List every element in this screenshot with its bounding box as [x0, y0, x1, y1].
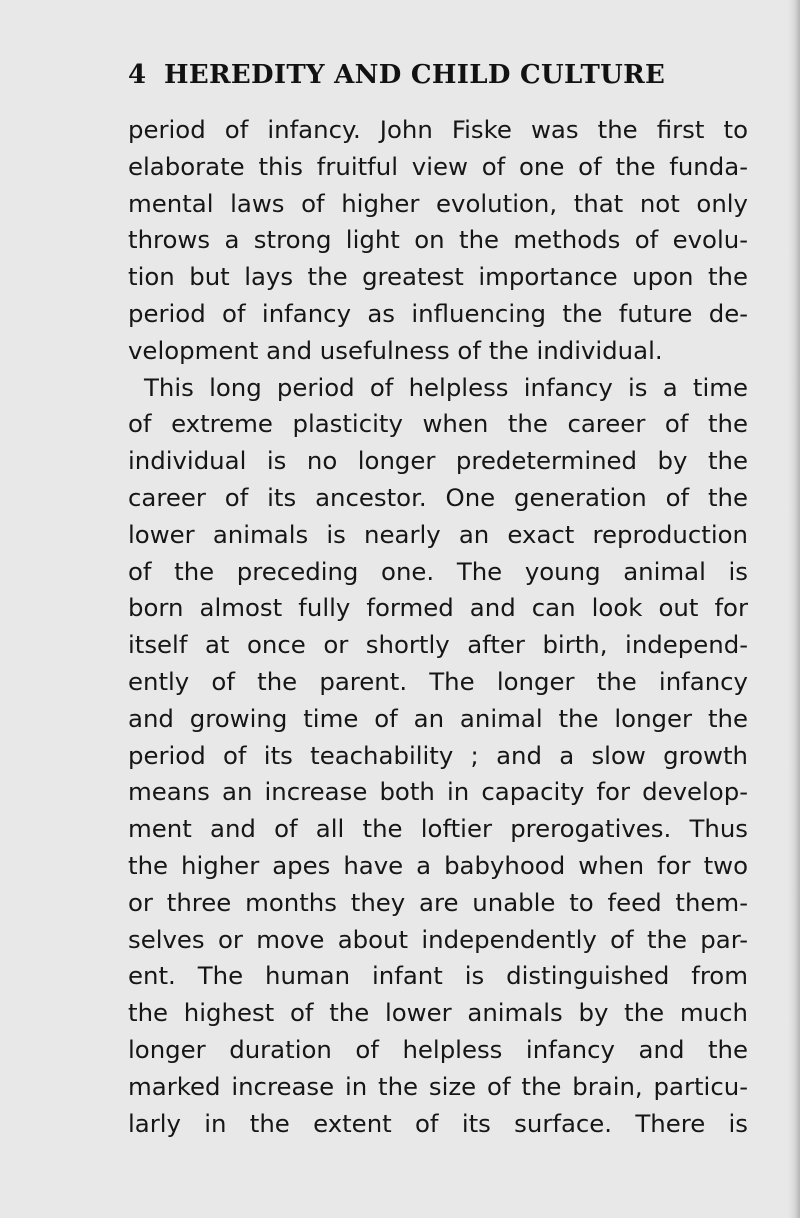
running-head: [128, 60, 748, 100]
text-line: means an increase both in capacity for develop-: [128, 777, 748, 807]
text-line: period of infancy. John Fiske was the first to: [128, 115, 748, 144]
text-line: individual is no longer predetermined by the: [128, 446, 748, 476]
text-line: ently of the parent. The longer the infancy: [128, 666, 748, 696]
text-line: ent. The human infant is distinguished from: [128, 961, 748, 991]
text-line: elaborate this fruitful view of one of the funda-: [128, 151, 748, 181]
text-line: larly in the extent of its surface. There is: [128, 1108, 748, 1138]
text-line: velopment and usefulness of the individual.: [128, 335, 663, 365]
text-line: career of its ancestor. One generation of the: [128, 482, 748, 512]
text-line: longer duration of helpless infancy and the: [128, 1034, 748, 1064]
text-line: ment and of all the loftier prerogatives. Thus: [128, 814, 748, 844]
text-line: This long period of helpless infancy is a time: [144, 372, 748, 402]
text-line: the higher apes have a babyhood when for two: [128, 850, 748, 880]
text-line: selves or move about independently of the par-: [128, 924, 748, 954]
text-line: period of infancy as influencing the future de-: [128, 298, 748, 328]
text-line: the highest of the lower animals by the much: [128, 998, 748, 1028]
text-line: marked increase in the size of the brain, particu-: [128, 1071, 748, 1101]
text-line: tion but lays the greatest importance upon the: [128, 262, 748, 292]
text-line: or three months they are unable to feed them-: [128, 887, 748, 917]
text-line: period of its teachability ; and a slow growth: [128, 740, 748, 770]
body-text: [128, 112, 748, 1142]
running-title: HEREDITY AND CHILD CULTURE: [164, 60, 666, 90]
text-line: of the preceding one. The young animal is: [128, 556, 748, 586]
page-edge-shadow: [788, 0, 800, 1218]
text-line: and growing time of an animal the longer the: [128, 703, 748, 733]
text-line: lower animals is nearly an exact reproduction: [128, 519, 748, 549]
text-line: born almost fully formed and can look out for: [128, 593, 748, 623]
text-line: itself at once or shortly after birth, independ-: [128, 630, 748, 660]
text-line: of extreme plasticity when the career of the: [128, 409, 748, 439]
page-number: 4: [128, 60, 147, 90]
text-line: throws a strong light on the methods of evolu-: [128, 225, 748, 255]
text-line: mental laws of higher evolution, that not only: [128, 188, 748, 218]
